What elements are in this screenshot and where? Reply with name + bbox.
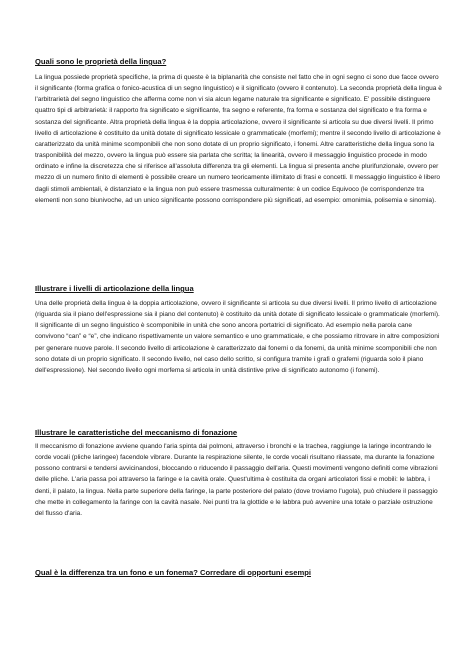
section-body-livelli-articolazione: Una delle proprietà della lingua è la doppia articolazione, ovvero il significante si articola su due diversi livelli. Il primo livello di articolazione (riguarda sia il piano dell'espressione sia il piano del contenuto) è costituito da unità dotate di significato lessicale o grammaticale (morfemi). Il significante di un segno linguistico è scomponibile in unità che sono ancora portatrici di significato. Ad esempio nella parola cane convivono “can” e “e”, che indicano rispettivamente un valore semantico e uno grammaticale, e che possiamo ritrovare in altre composizioni per generare nuove parole. Il secondo livello di articolazione è caratterizzato dai fonemi o da fonemi, da unità minime scomponibili che non sono dotate di un proprio significato. Il secondo livello, nel caso dello scritto, si configura tramite i grafi o grafemi (riguarda solo il piano dell'espressione). Nel secondo livello ogni morfema si articola in unità distintive prive di significato autonomo (i fonemi).: [35, 300, 440, 374]
section-heading-fonazione: Illustrare le caratteristiche del meccanismo di fonazione: [35, 428, 238, 437]
section-body-proprieta: La lingua possiede proprietà specifiche, la prima di queste è la biplanarità che consiste nel fatto che in ogni segno ci sono due facce ovvero il significante (forma grafica o fonico-acustica di un segno linguistico) e il significato (ovvero il contenuto). La seconda proprietà della lingua è l'arbitrarietà del segno linguistico che afferma come non vi sia alcun legame naturale tra significante e significato. E' possibile distinguere quattro tipi di arbitrarietà: il rapporto fra significato e significante, fra segno e referente, fra forma e sostanza del significato e fra forma e sostanza del significante. Altra proprietà della lingua è la doppia articolazione, ovvero il significante si articola su due diversi livelli. Il primo livello di articolazione è costituito da unità dotate di significato lessicale o grammaticale (morfemi); mentre il secondo livello di articolazione è caratterizzato da unità minime scomponibili che non sono dotate di un proprio significato, i fonemi. Altre caratteristiche della lingua sono la trasponibilità del mezzo, ovvero la lingua può essere sia parlata che scritta; la linearità, ovvero il messaggio linguistico procede in modo ordinato e infine la discretezza che si riferisce all'assoluta differenza tra gli elementi. La lingua si presenta anche plurifunzionale, ovvero per mezzo di un numero finito di elementi è possibile creare un numero teoricamente illimitato di frasi e concetti. Il messaggio linguistico è libero dagli stimoli ambientali, è distanziato e la lingua non può essere trasmessa culturalmente: è un codice Equivoco (le corrispondenze tra elementi non sono biunivoche, ad un unico significante possono corrispondere più significati, ad esempio: omonimia, polisemia e sinomia).: [35, 74, 442, 204]
section-body-fonazione: Il meccanismo di fonazione avviene quando l'aria spinta dai polmoni, attraverso i bronchi e la trachea, raggiunge la laringe incontrando le corde vocali (pliche laringee) facendole vibrare. Durante la respirazione silente, le corde vocali risultano rilassate, ma durante la fonazione possono contrarsi e tendersi avvicinandosi, bloccando o riducendo il passaggio dell'aria. Questi movimenti vengono definiti come vibrazioni delle pliche. L'aria passa poi attraverso la faringe e la cavità orale. Quest'ultima è costituita da organi articolatori fissi e mobili: le labbra, i denti, il palato, la lingua. Nella parte superiore della faringe, la parte posteriore del palato (dove troviamo l'ugola), può chiudere il passaggio che mette in collegamento la faringe con la cavità nasale. Nei punti tra la glottide e le labbra può avvenire una totale o parziale ostruzione del flusso d'aria.: [35, 443, 438, 517]
section-heading-proprieta: Quali sono le proprietà della lingua?: [35, 57, 167, 66]
section-heading-livelli-articolazione: Illustrare i livelli di articolazione della lingua: [35, 284, 194, 293]
section-heading-fono-fonema: Qual è la differenza tra un fono e un fonema? Corredare di opportuni esempi: [35, 568, 311, 577]
